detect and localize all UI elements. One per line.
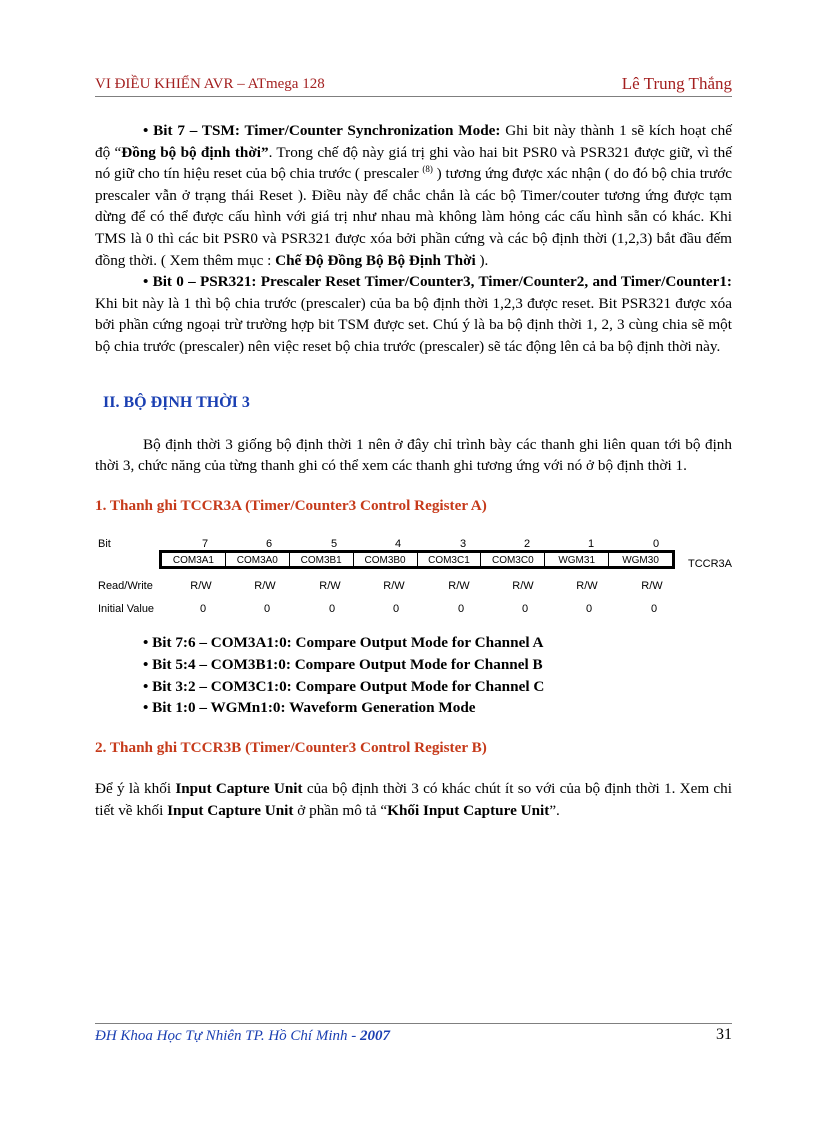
init-value: 0 bbox=[199, 603, 207, 616]
footer-institution bbox=[95, 1028, 390, 1045]
tsm-text-3: ) tương ứng được xác nhận ( do đó bộ chia trước prescaler vẫn ở trạng thái Reset ). Điều này để chắc chắn là các bộ Timer/couter tương ứng được tạm dừng để có thể được cấu hình với giá trị như nhau mà không làm hỏng các cấu hình sẵn có khác. Khi TMS là 0 thì các bit PSR0 và PSR321 được xóa bởi phần cứng và các bộ định thời (1,2,3) bắt đầu đếm đồng thời. ( Xem thêm mục : bbox=[95, 165, 732, 269]
bit-number: 2 bbox=[523, 538, 531, 551]
rw-row-label: Read/Write bbox=[98, 580, 153, 593]
init-value: 0 bbox=[585, 603, 593, 616]
register-field: WGM30 bbox=[622, 555, 659, 567]
rw-value: R/W bbox=[512, 580, 534, 593]
register-field: COM3A1 bbox=[162, 553, 226, 566]
rw-value: R/W bbox=[254, 580, 276, 593]
input-capture-note bbox=[95, 778, 732, 821]
tsm-bold-2: Chế Độ Đồng Bộ Bộ Định Thời bbox=[275, 251, 476, 269]
tsm-lead: • Bit 7 – TSM: Timer/Counter Synchronization Mode: bbox=[143, 122, 501, 139]
tsm-bold-1: Đồng bộ bộ định thời” bbox=[121, 143, 269, 161]
bit-number: 3 bbox=[459, 538, 467, 551]
list-item: • Bit 5:4 – COM3B1:0: Compare Output Mode for Channel B bbox=[143, 655, 543, 673]
bit-number: 0 bbox=[652, 538, 660, 551]
register-field: COM3B0 bbox=[354, 553, 418, 566]
init-value: 0 bbox=[650, 603, 658, 616]
register-field: WGM31 bbox=[545, 553, 609, 566]
note-text-3: ở phần mô tả “ bbox=[293, 801, 388, 819]
tsm-paragraph bbox=[95, 120, 732, 271]
rw-value: R/W bbox=[319, 580, 341, 593]
header-title: VI ĐIỀU KHIỂN AVR – ATmega 128 bbox=[95, 76, 325, 92]
tsm-text-2: . Trong chế độ này giá trị ghi vào hai bit PSR0 và PSR321 được giữ, vì thế nó giữ cho tín hiệu reset của bộ chia trước ( prescaler bbox=[95, 143, 732, 183]
tsm-text-1: Ghi bit này thành 1 sẽ kích hoạt chế độ “ bbox=[95, 122, 732, 161]
footer-year: 2007 bbox=[360, 1028, 390, 1044]
bit-number: 5 bbox=[330, 538, 338, 551]
note-bold-2: Input Capture Unit bbox=[167, 801, 294, 819]
subheading-tccr3b: 2. Thanh ghi TCCR3B (Timer/Counter3 Control Register B) bbox=[95, 738, 487, 756]
init-value: 0 bbox=[263, 603, 271, 616]
init-value: 0 bbox=[457, 603, 465, 616]
bit-number: 6 bbox=[265, 538, 273, 551]
bit-number: 1 bbox=[587, 538, 595, 551]
init-row-label: Initial Value bbox=[98, 603, 155, 616]
rw-value: R/W bbox=[190, 580, 212, 593]
subheading-tccr3a: 1. Thanh ghi TCCR3A (Timer/Counter3 Control Register A) bbox=[95, 496, 487, 514]
note-text-1: Để ý là khối bbox=[95, 780, 176, 798]
page-header bbox=[95, 74, 732, 97]
register-field: COM3B1 bbox=[290, 553, 354, 566]
register-field: COM3C0 bbox=[481, 553, 545, 566]
tsm-text-4: ). bbox=[475, 251, 489, 269]
psr-paragraph bbox=[95, 271, 732, 357]
list-item: • Bit 7:6 – COM3A1:0: Compare Output Mode for Channel A bbox=[143, 634, 544, 652]
bit-row-label: Bit bbox=[98, 538, 111, 551]
psr-text: Khi bit này là 1 thì bộ chia trước (prescaler) của ba bộ định thời 1,2,3 được reset. Bit PSR321 được xóa bởi phần cứng ngoại trừ trường hợp bit TSM được set. Chú ý là ba bộ định thời 1, 2, 3 cùng chia sẽ một bộ chia trước (prescaler) nên việc reset bộ chia trước (prescaler) sẽ tác động lên cả ba bộ định thời này. bbox=[95, 294, 732, 355]
rw-value: R/W bbox=[383, 580, 405, 593]
register-field: COM3C1 bbox=[418, 553, 482, 566]
header-author: Lê Trung Thắng bbox=[621, 74, 732, 93]
init-value: 0 bbox=[521, 603, 529, 616]
register-fields bbox=[159, 550, 675, 569]
page-footer bbox=[95, 1023, 732, 1046]
bit-number: 7 bbox=[201, 538, 209, 551]
intro-paragraph: Bộ định thời 3 giống bộ định thời 1 nên ở đây chỉ trình bày các thanh ghi liên quan tới bộ định thời 3, chức năng của từng thanh ghi có thể xem các thanh ghi tương ứng với nó ở bộ định thời 1. bbox=[95, 435, 732, 475]
rw-value: R/W bbox=[576, 580, 598, 593]
register-name: TCCR3A bbox=[688, 558, 733, 571]
init-value: 0 bbox=[328, 603, 336, 616]
list-item: • Bit 3:2 – COM3C1:0: Compare Output Mode for Channel C bbox=[143, 677, 545, 695]
note-bold-3: Khối Input Capture Unit bbox=[387, 801, 550, 819]
init-value: 0 bbox=[392, 603, 400, 616]
list-item: • Bit 1:0 – WGMn1:0: Waveform Generation Mode bbox=[143, 699, 476, 717]
psr-lead: • Bit 0 – PSR321: Prescaler Reset Timer/Counter3, Timer/Counter2, and Timer/Counter1: bbox=[143, 273, 732, 291]
note-text-4: ”. bbox=[549, 801, 560, 819]
page-content bbox=[95, 120, 732, 821]
note-text-2: của bộ định thời 3 có khác chút ít so với của bộ định thời 1. Xem chi tiết về khối bbox=[95, 780, 732, 819]
section-heading: II. BỘ ĐỊNH THỜI 3 bbox=[103, 393, 250, 411]
bit-description-list bbox=[143, 632, 732, 718]
note-bold-1: Input Capture Unit bbox=[175, 780, 303, 798]
footer-institution-name: ĐH Khoa Học Tự Nhiên TP. Hồ Chí Minh - bbox=[95, 1028, 360, 1044]
register-table bbox=[95, 530, 732, 622]
register-field: COM3A0 bbox=[226, 553, 290, 566]
tsm-footnote-ref: (8) bbox=[422, 164, 433, 175]
rw-value: R/W bbox=[448, 580, 470, 593]
page-number: 31 bbox=[716, 1026, 732, 1043]
rw-value: R/W bbox=[641, 580, 663, 593]
bit-number: 4 bbox=[394, 538, 402, 551]
